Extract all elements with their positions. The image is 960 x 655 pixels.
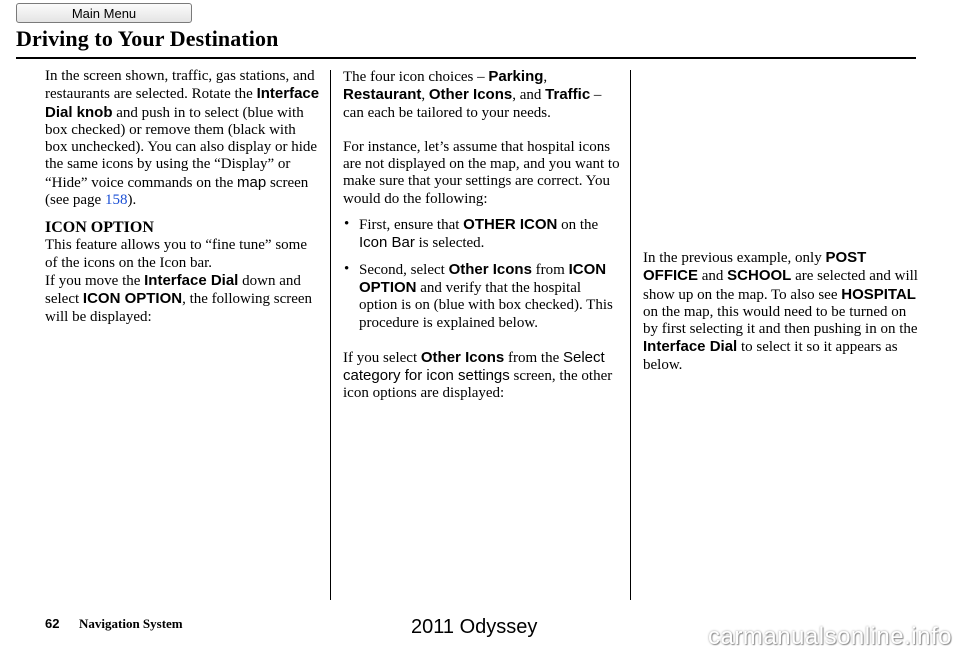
text: First, ensure that bbox=[359, 217, 464, 234]
text: If you select bbox=[343, 349, 421, 366]
select-category-term: Select category for icon settings bbox=[343, 348, 605, 385]
traffic-term: Traffic bbox=[545, 86, 591, 104]
site-watermark: carmanualsonline.info bbox=[708, 623, 952, 650]
previous-example-paragraph bbox=[643, 249, 918, 374]
text: , the following screen will be displayed: bbox=[45, 291, 313, 325]
text: on the map, this would need to be turned on by first selecting it and then pushing in on the bbox=[643, 303, 918, 338]
text: screen (see page bbox=[45, 174, 309, 209]
other-icons-term: Other Icons bbox=[420, 348, 505, 366]
steps-list bbox=[343, 216, 623, 332]
page-link-158[interactable]: 158 bbox=[104, 192, 128, 209]
text: from bbox=[531, 261, 569, 278]
page-number: 62 bbox=[45, 616, 60, 631]
restaurant-term: Restaurant bbox=[343, 86, 422, 104]
icon-option-paragraph-1: This feature allows you to “fine tune” some of the icons on the Icon bar. bbox=[45, 237, 308, 271]
text: , and bbox=[512, 87, 546, 104]
icon-choices-paragraph bbox=[343, 68, 623, 122]
hospital-term: HOSPITAL bbox=[841, 285, 916, 303]
hospital-example-paragraph: For instance, let’s assume that hospital icons are not displayed on the map, and you want to make sure that your settings are correct. You would do the following: bbox=[343, 138, 620, 207]
text: are selected and will show up on the map. To also see bbox=[643, 268, 918, 303]
icon-bar-term: Icon Bar bbox=[359, 234, 415, 252]
post-office-term: POST OFFICE bbox=[643, 249, 867, 285]
icon-option-paragraph-2 bbox=[45, 272, 320, 326]
icon-option-heading: ICON OPTION bbox=[45, 219, 154, 237]
column-3 bbox=[643, 249, 918, 374]
interface-dial-term: Interface Dial bbox=[643, 338, 738, 356]
text: If you move the bbox=[45, 272, 145, 289]
other-icon-term: OTHER ICON bbox=[463, 216, 558, 234]
other-icons-term: Other Icons bbox=[448, 260, 532, 278]
page-title: Driving to Your Destination bbox=[16, 26, 279, 51]
column-2 bbox=[343, 68, 623, 403]
text: on the bbox=[557, 217, 599, 234]
column-divider-1 bbox=[330, 70, 331, 600]
other-icons-paragraph bbox=[343, 349, 623, 403]
footer-section-label: Navigation System bbox=[79, 616, 183, 631]
list-item bbox=[343, 261, 623, 332]
intro-paragraph bbox=[45, 68, 320, 209]
text: and verify that the hospital option is on (blue with box checked). This procedure is explained below. bbox=[359, 279, 613, 331]
text: In the screen shown, traffic, gas stations, and restaurants are selected. Rotate the bbox=[45, 68, 315, 103]
text: down and select bbox=[45, 272, 301, 308]
column-1 bbox=[45, 68, 320, 326]
text: – can each be tailored to your needs. bbox=[343, 87, 602, 121]
title-rule bbox=[16, 57, 916, 59]
main-menu-button[interactable]: Main Menu bbox=[16, 3, 192, 23]
interface-dial-term: Interface Dial bbox=[144, 271, 239, 289]
text: , bbox=[421, 87, 429, 104]
text: The four icon choices – bbox=[343, 69, 489, 85]
icon-option-term: ICON OPTION bbox=[82, 290, 183, 308]
text: Second, select bbox=[359, 261, 449, 278]
school-term: SCHOOL bbox=[727, 267, 792, 285]
text: from the bbox=[504, 349, 563, 366]
parking-term: Parking bbox=[488, 68, 544, 85]
text: is selected. bbox=[414, 235, 485, 252]
text: and bbox=[698, 268, 728, 285]
text: screen, the other icon options are displayed: bbox=[343, 368, 613, 402]
list-item bbox=[343, 216, 623, 253]
text: to select it so it appears as below. bbox=[643, 339, 898, 373]
interface-dial-knob-term: Interface Dial knob bbox=[45, 85, 320, 121]
text: and push in to select (blue with box checked) or remove them (black with box unchecked). You can also display or hide the same icons by using the “Display” or “Hide” voice commands on the bbox=[45, 104, 318, 191]
text: ). bbox=[127, 192, 137, 209]
map-term: map bbox=[237, 173, 267, 191]
text: In the previous example, only bbox=[643, 250, 826, 266]
column-divider-2 bbox=[630, 70, 631, 600]
model-watermark: 2011 Odyssey bbox=[411, 616, 538, 638]
icon-option-term: ICON OPTION bbox=[359, 260, 607, 296]
other-icons-term: Other Icons bbox=[428, 86, 513, 104]
text: , bbox=[543, 69, 548, 85]
